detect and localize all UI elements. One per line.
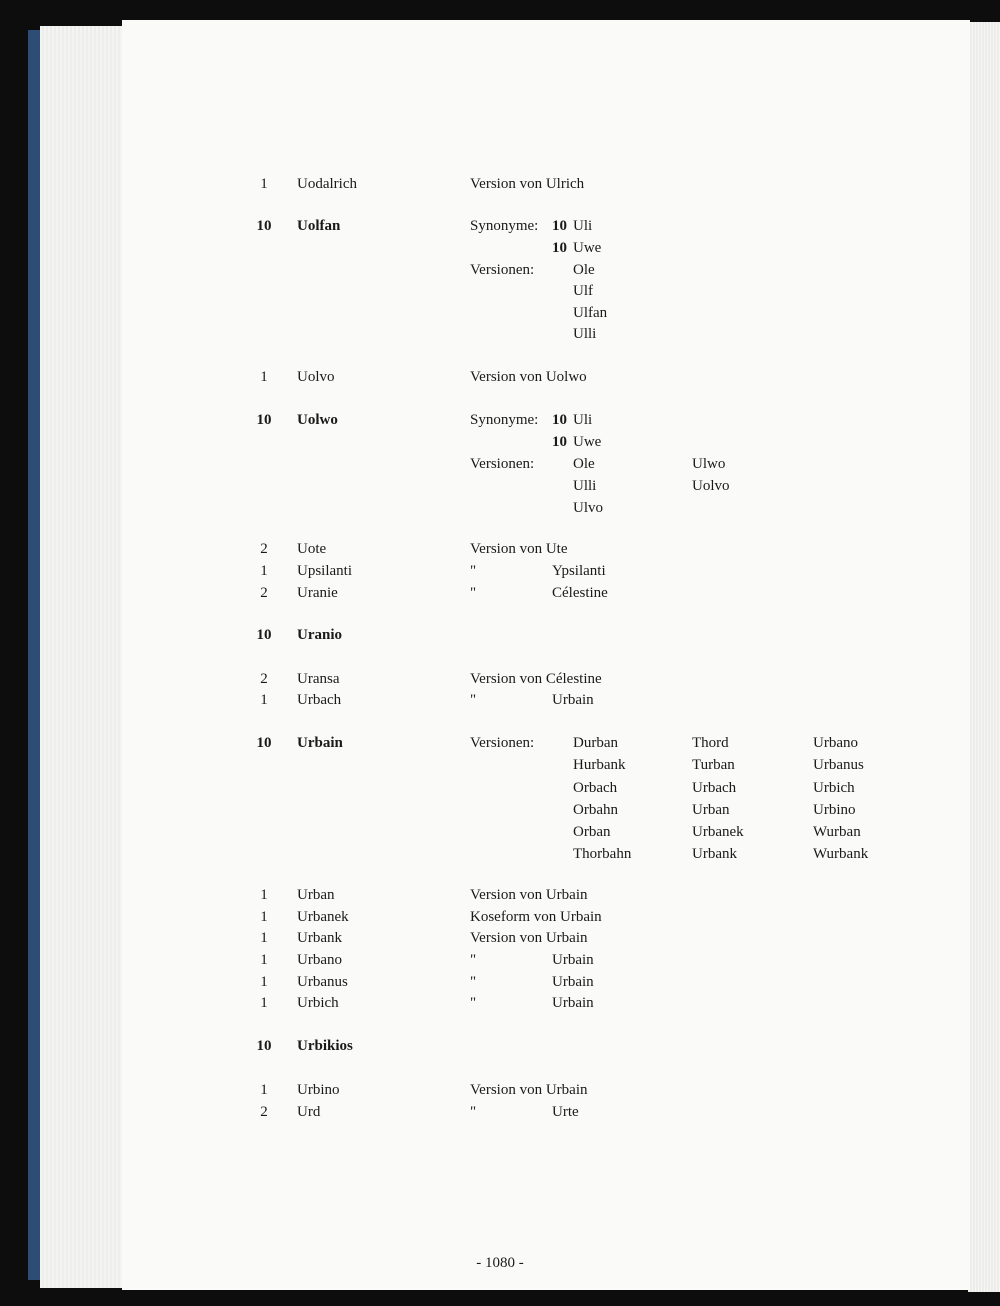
entry-frequency: 1 [260, 909, 268, 925]
entry-relation: Versionen: [470, 735, 535, 751]
variant-name: Ulf [573, 283, 593, 299]
entry-frequency: 10 [256, 735, 272, 751]
variant-name: Urban [692, 802, 730, 818]
entry-relation: Versionen: [470, 262, 535, 278]
entry-name: Urbain [297, 735, 343, 751]
entry-row [0, 218, 1000, 238]
reference-name: Urbain [552, 692, 594, 708]
variant-name: Ulli [573, 326, 597, 342]
entry-name: Urbano [297, 952, 342, 968]
variant-name: Thorbahn [573, 846, 632, 862]
entry-row [0, 802, 1000, 822]
entry-row [0, 1082, 1000, 1102]
entry-row [0, 563, 1000, 583]
entry-row [0, 824, 1000, 844]
variant-name: Urbanus [813, 757, 864, 773]
entry-name: Urbino [297, 1082, 340, 1098]
entry-frequency: 2 [260, 671, 268, 687]
variant-name: Uli [573, 218, 593, 234]
entry-name: Urbach [297, 692, 342, 708]
variant-name: Durban [573, 735, 618, 751]
variant-name: Uli [573, 412, 593, 428]
entry-name: Upsilanti [297, 563, 352, 579]
variant-name: Urbank [692, 846, 737, 862]
entry-relation: " [470, 974, 477, 990]
entry-name: Uolfan [297, 218, 341, 234]
variant-name: Hurbank [573, 757, 626, 773]
entry-name: Uransa [297, 671, 340, 687]
entry-frequency: 1 [260, 563, 268, 579]
variant-name: Ulli [573, 478, 597, 494]
entry-name: Urd [297, 1104, 321, 1120]
variant-name: Turban [692, 757, 735, 773]
entry-row [0, 846, 1000, 866]
entry-frequency: 1 [260, 176, 268, 192]
entry-row [0, 240, 1000, 260]
entry-row [0, 930, 1000, 950]
entry-row [0, 369, 1000, 389]
entry-row [0, 412, 1000, 432]
entry-row [0, 283, 1000, 303]
reference-name: Ypsilanti [552, 563, 606, 579]
entry-row [0, 909, 1000, 929]
entry-row [0, 627, 1000, 647]
entry-relation: " [470, 563, 477, 579]
variant-name: Wurban [813, 824, 861, 840]
variant-name: Urbich [813, 780, 855, 796]
variant-name: Ulwo [692, 456, 726, 472]
entry-row [0, 434, 1000, 454]
entry-frequency: 1 [260, 974, 268, 990]
variant-name: Urbano [813, 735, 858, 751]
entry-row [0, 176, 1000, 196]
entry-frequency: 1 [260, 995, 268, 1011]
entry-relation: Version von Célestine [470, 671, 602, 687]
entry-relation: " [470, 692, 477, 708]
entry-row [0, 780, 1000, 800]
entry-row [0, 671, 1000, 691]
entry-frequency: 2 [260, 1104, 268, 1120]
entry-relation: Synonyme: [470, 412, 539, 428]
entry-frequency: 10 [256, 1038, 272, 1054]
entry-relation: Versionen: [470, 456, 535, 472]
entry-relation: Version von Urbain [470, 930, 588, 946]
variant-name: Ulfan [573, 305, 608, 321]
entry-row [0, 692, 1000, 712]
variant-name: Uwe [573, 240, 602, 256]
entry-frequency: 1 [260, 369, 268, 385]
entry-row [0, 541, 1000, 561]
variant-name: Urbino [813, 802, 856, 818]
entry-row [0, 952, 1000, 972]
reference-name: Urte [552, 1104, 579, 1120]
page-number: - 1080 - [476, 1255, 524, 1271]
entry-row [0, 585, 1000, 605]
variant-name: Urbanek [692, 824, 744, 840]
entry-frequency: 10 [256, 218, 272, 234]
variant-name: Orbach [573, 780, 618, 796]
variant-name: Ulvo [573, 500, 603, 516]
entry-row [0, 757, 1000, 777]
synonym-frequency: 10 [552, 412, 567, 428]
variant-name: Thord [692, 735, 729, 751]
entry-frequency: 1 [260, 930, 268, 946]
entry-frequency: 1 [260, 887, 268, 903]
entry-relation: " [470, 995, 477, 1011]
variant-name: Uolvo [692, 478, 730, 494]
entry-name: Urbanek [297, 909, 349, 925]
entry-name: Uolvo [297, 369, 335, 385]
entry-relation: " [470, 585, 477, 601]
entry-row [0, 478, 1000, 498]
entry-relation: Version von Uolwo [470, 369, 587, 385]
entry-name: Urbanus [297, 974, 348, 990]
reference-name: Urbain [552, 995, 594, 1011]
entry-frequency: 1 [260, 692, 268, 708]
entry-row [0, 735, 1000, 755]
entry-name: Urban [297, 887, 335, 903]
entry-row [0, 500, 1000, 520]
entry-relation: " [470, 952, 477, 968]
entry-row [0, 305, 1000, 325]
entry-frequency: 1 [260, 952, 268, 968]
entry-name: Urbank [297, 930, 342, 946]
entry-name: Uodalrich [297, 176, 357, 192]
entry-row [0, 326, 1000, 346]
entry-row [0, 456, 1000, 476]
synonym-frequency: 10 [552, 240, 567, 256]
variant-name: Uwe [573, 434, 602, 450]
entry-frequency: 2 [260, 585, 268, 601]
entry-frequency: 10 [256, 627, 272, 643]
reference-name: Célestine [552, 585, 608, 601]
entry-name: Urbikios [297, 1038, 353, 1054]
entry-row [0, 887, 1000, 907]
entry-row [0, 995, 1000, 1015]
reference-name: Urbain [552, 974, 594, 990]
variant-name: Wurbank [813, 846, 869, 862]
entry-row [0, 1038, 1000, 1058]
variant-name: Urbach [692, 780, 737, 796]
entry-name: Uote [297, 541, 327, 557]
entry-name: Uranio [297, 627, 342, 643]
entry-row [0, 1104, 1000, 1124]
synonym-frequency: 10 [552, 218, 567, 234]
variant-name: Ole [573, 262, 595, 278]
entry-relation: Koseform von Urbain [470, 909, 602, 925]
entry-relation: Version von Urbain [470, 1082, 588, 1098]
entry-frequency: 2 [260, 541, 268, 557]
synonym-frequency: 10 [552, 434, 567, 450]
entry-row [0, 262, 1000, 282]
entry-relation: Version von Ulrich [470, 176, 585, 192]
entry-name: Uranie [297, 585, 338, 601]
entry-relation: Synonyme: [470, 218, 539, 234]
entry-name: Urbich [297, 995, 339, 1011]
variant-name: Orbahn [573, 802, 618, 818]
entry-relation: " [470, 1104, 477, 1120]
reference-name: Urbain [552, 952, 594, 968]
entry-relation: Version von Ute [470, 541, 568, 557]
variant-name: Ole [573, 456, 595, 472]
entry-row [0, 974, 1000, 994]
entry-name: Uolwo [297, 412, 338, 428]
entry-frequency: 1 [260, 1082, 268, 1098]
entry-frequency: 10 [256, 412, 272, 428]
variant-name: Orban [573, 824, 611, 840]
entry-relation: Version von Urbain [470, 887, 588, 903]
